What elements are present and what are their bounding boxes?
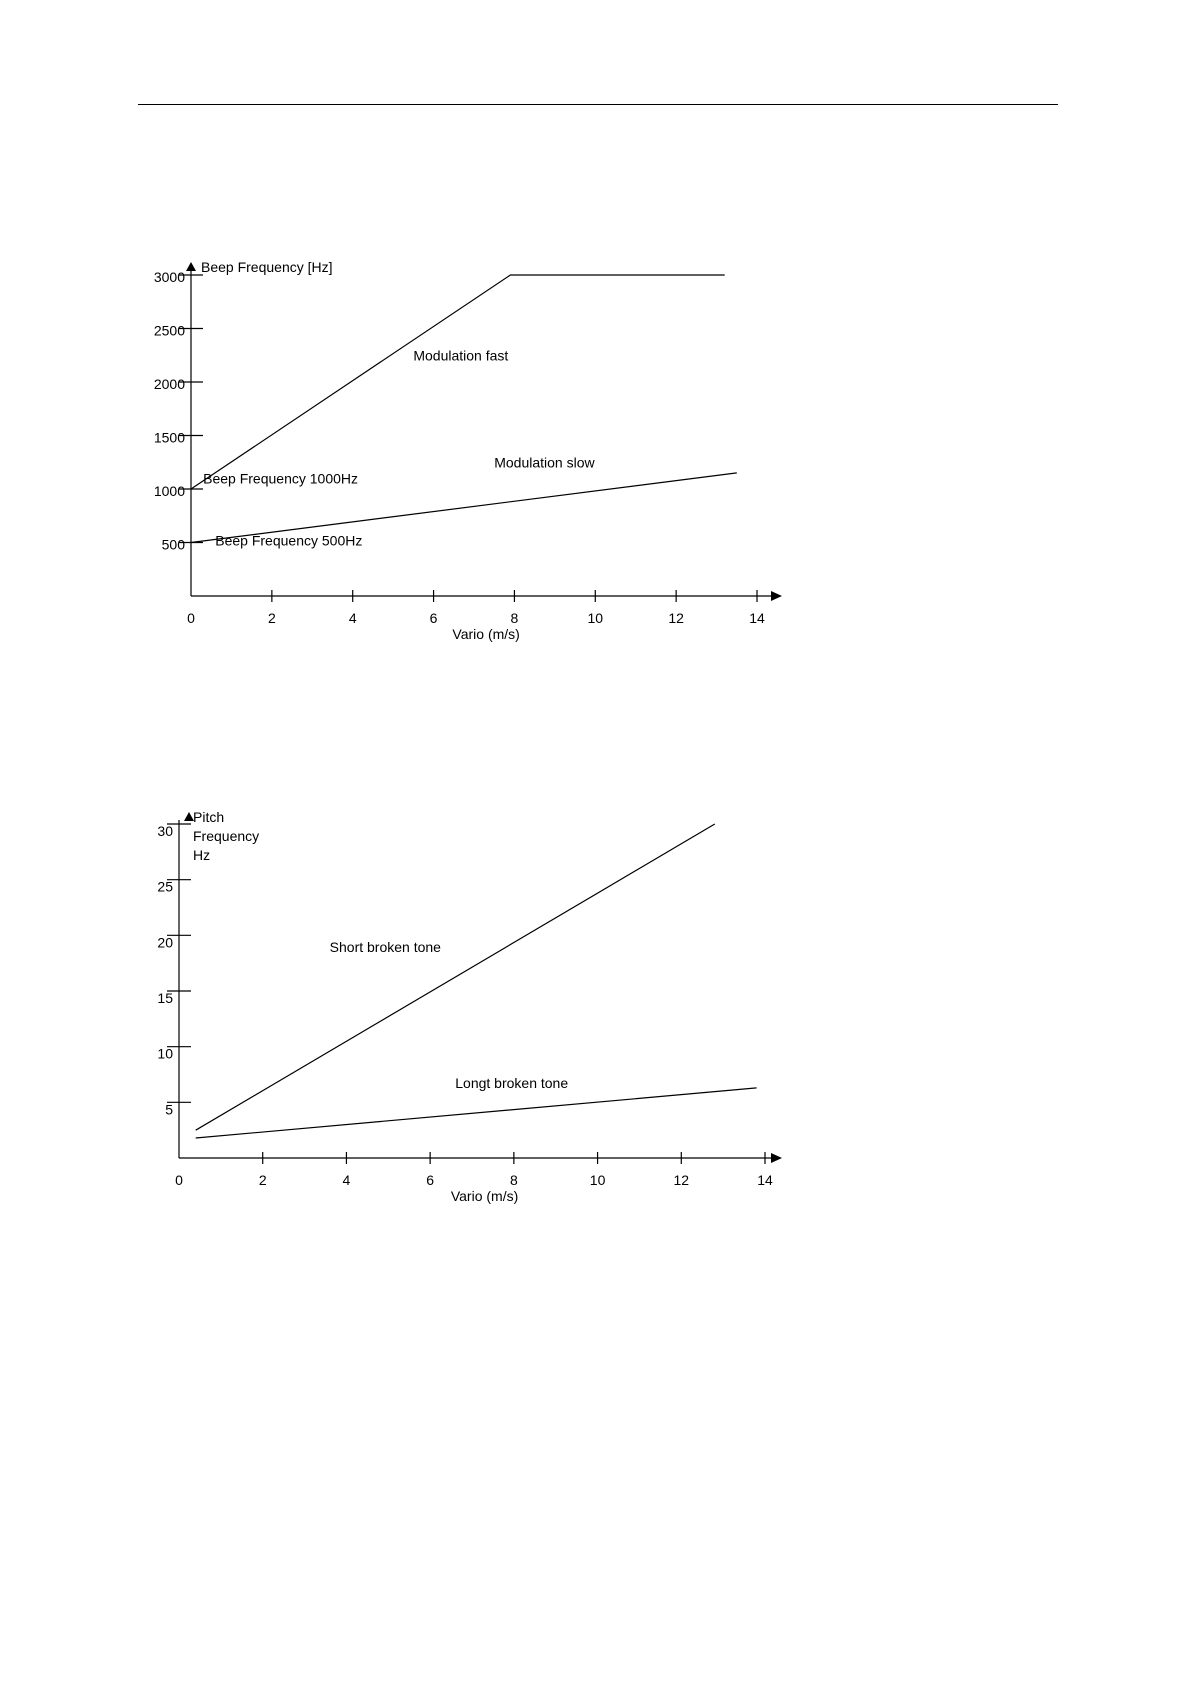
annotation-label: Beep Frequency 1000Hz [203,470,359,487]
x-axis-title: Vario (m/s) [452,626,520,642]
pitch-frequency-chart [0,808,1190,1228]
y-tick-label: 20 [157,934,173,951]
annotation-label: Short broken tone [329,939,441,956]
x-tick-label: 14 [757,1172,773,1188]
x-tick-label: 0 [187,610,195,626]
series-line-2 [196,1088,757,1138]
y-tick-label: 30 [157,823,173,839]
x-tick-label: 4 [348,610,357,626]
y-tick-label: 1000 [153,483,185,499]
x-tick-label: 4 [342,1172,351,1188]
y-tick-label: 15 [157,990,173,1006]
y-tick-label: 500 [161,536,185,553]
annotation-label: Modulation slow [494,454,595,471]
x-tick-label: 10 [589,1172,606,1188]
y-tick-label: 1500 [153,429,185,446]
beep-frequency-chart [0,250,1190,670]
y-tick-label: 5 [165,1101,173,1118]
x-tick-label: 6 [426,1172,435,1188]
x-axis-arrow [771,1153,782,1163]
y-axis-title-line: Hz [193,847,211,863]
x-axis-arrow [771,591,782,601]
series-line-1 [191,275,725,489]
x-tick-label: 14 [749,610,765,626]
x-tick-label: 6 [429,610,438,626]
page-header-rule [138,104,1058,105]
y-tick-label: 2000 [153,376,185,392]
annotation-label: Modulation fast [413,347,509,364]
x-tick-label: 12 [668,610,684,626]
y-tick-label: 25 [157,878,173,895]
annotation-label: Beep Frequency 500Hz [215,532,363,549]
y-tick-label: 3000 [153,269,185,285]
x-tick-label: 8 [510,610,519,626]
x-tick-label: 0 [175,1172,183,1188]
y-axis-title-line: Pitch [193,809,225,825]
x-tick-label: 2 [267,610,276,626]
x-tick-label: 10 [587,610,604,626]
y-tick-label: 10 [157,1045,173,1062]
y-axis-title: Beep Frequency [Hz] [201,259,333,275]
x-tick-label: 2 [258,1172,267,1188]
y-tick-label: 2500 [153,322,185,339]
annotation-label: Longt broken tone [455,1074,569,1091]
x-tick-label: 12 [673,1172,690,1188]
x-axis-title: Vario (m/s) [450,1188,519,1204]
y-axis-arrow [186,262,196,271]
y-axis-title-line: Frequency [193,828,260,844]
x-tick-label: 8 [509,1172,518,1188]
